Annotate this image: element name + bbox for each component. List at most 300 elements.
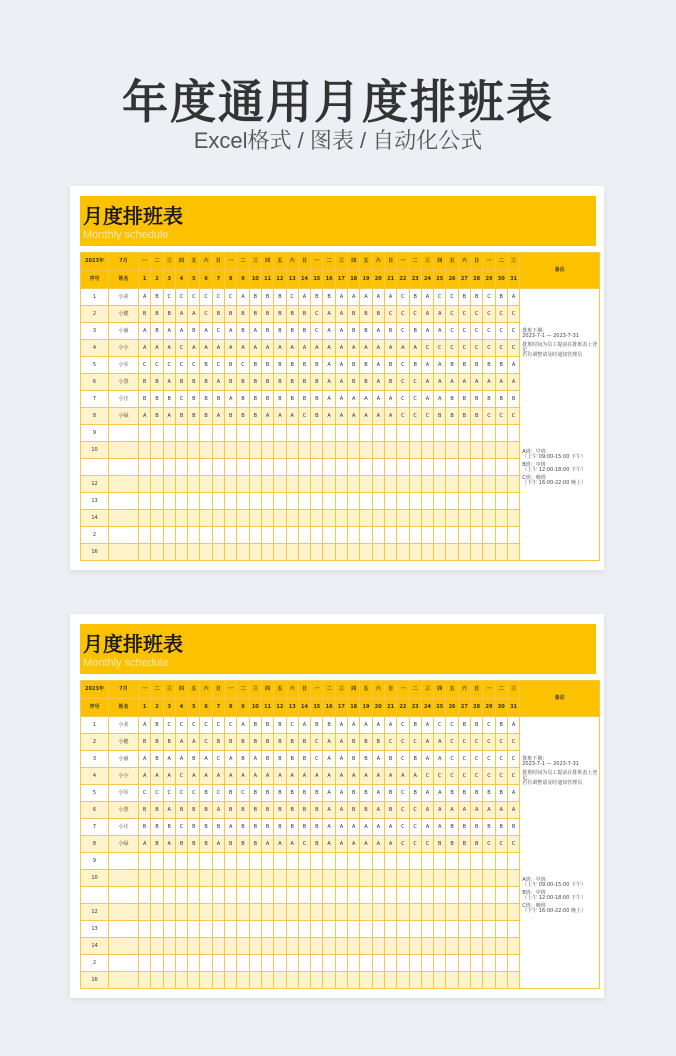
day-header: 24 <box>421 699 433 717</box>
shift-cell: C <box>188 717 200 734</box>
shift-cell <box>323 904 335 921</box>
shift-cell <box>446 921 458 938</box>
row-number: 3 <box>81 323 109 340</box>
shift-cell: B <box>372 306 384 323</box>
shift-cell: B <box>471 836 483 853</box>
row-number: 13 <box>81 921 109 938</box>
shift-cell: A <box>384 289 396 306</box>
shift-cell <box>458 853 470 870</box>
shift-cell <box>446 459 458 476</box>
shift-cell: A <box>139 323 151 340</box>
shift-cell: C <box>409 408 421 425</box>
shift-cell <box>495 853 507 870</box>
weekday-header: 三 <box>163 681 175 699</box>
weekday-header: 三 <box>507 681 519 699</box>
shift-cell <box>286 938 298 955</box>
weekday-header: 六 <box>458 681 470 699</box>
shift-cell <box>471 955 483 972</box>
shift-cell <box>139 938 151 955</box>
shift-cell: B <box>237 391 249 408</box>
shift-cell <box>261 544 273 561</box>
shift-cell <box>151 938 163 955</box>
shift-cell <box>163 544 175 561</box>
shift-cell <box>311 853 323 870</box>
shift-cell: B <box>261 819 273 836</box>
shift-cell: A <box>471 802 483 819</box>
shift-cell <box>139 544 151 561</box>
row-number: 7 <box>81 819 109 836</box>
shift-cell <box>151 459 163 476</box>
shift-cell <box>372 493 384 510</box>
shift-cell: B <box>458 785 470 802</box>
shift-cell <box>507 921 519 938</box>
shift-cell: C <box>471 340 483 357</box>
shift-cell <box>348 442 360 459</box>
shift-cell: C <box>212 717 224 734</box>
shift-cell <box>151 425 163 442</box>
day-header: 16 <box>323 699 335 717</box>
shift-cell: C <box>495 751 507 768</box>
shift-cell: A <box>421 819 433 836</box>
shift-cell <box>335 938 347 955</box>
shift-cell: C <box>298 408 310 425</box>
shift-cell: A <box>434 374 446 391</box>
shift-cell: B <box>274 289 286 306</box>
shift-cell: B <box>212 306 224 323</box>
shift-cell <box>495 904 507 921</box>
shift-cell: C <box>397 785 409 802</box>
weekday-header: 二 <box>237 253 249 271</box>
shift-cell: B <box>274 306 286 323</box>
weekday-header: 六 <box>458 253 470 271</box>
shift-cell: A <box>163 408 175 425</box>
shift-cell: A <box>323 306 335 323</box>
shift-cell <box>384 510 396 527</box>
shift-cell: A <box>421 374 433 391</box>
shift-cell: C <box>175 357 187 374</box>
shift-cell: B <box>286 819 298 836</box>
shift-cell <box>372 510 384 527</box>
shift-cell: C <box>507 323 519 340</box>
employee-name: 小健 <box>109 734 139 751</box>
shift-cell <box>348 904 360 921</box>
shift-cell <box>139 853 151 870</box>
shift-cell <box>274 955 286 972</box>
employee-name: 小黑 <box>109 374 139 391</box>
shift-cell <box>360 938 372 955</box>
shift-cell: B <box>139 819 151 836</box>
shift-cell <box>434 870 446 887</box>
shift-cell <box>188 476 200 493</box>
remarks-cell <box>520 289 600 561</box>
employee-name <box>109 853 139 870</box>
shift-cell <box>483 853 495 870</box>
shift-cell <box>261 887 273 904</box>
shift-cell: A <box>225 340 237 357</box>
shift-cell: A <box>212 768 224 785</box>
shift-cell: A <box>360 717 372 734</box>
shift-cell: C <box>507 306 519 323</box>
shift-cell <box>434 544 446 561</box>
shift-cell: A <box>298 717 310 734</box>
shift-cell: C <box>446 768 458 785</box>
weekday-header: 四 <box>434 681 446 699</box>
row-number: 2 <box>81 527 109 544</box>
shift-cell: B <box>163 391 175 408</box>
shift-cell: C <box>483 734 495 751</box>
shift-cell <box>360 527 372 544</box>
shift-cell <box>409 904 421 921</box>
shift-cell <box>434 527 446 544</box>
shift-cell <box>335 904 347 921</box>
shift-cell: A <box>163 340 175 357</box>
row-number <box>81 887 109 904</box>
shift-cell <box>471 510 483 527</box>
shift-cell: A <box>421 802 433 819</box>
shift-cell: A <box>421 785 433 802</box>
shift-cell: B <box>175 836 187 853</box>
shift-cell: C <box>311 323 323 340</box>
shift-cell: A <box>335 717 347 734</box>
shift-cell <box>446 887 458 904</box>
shift-cell: C <box>409 306 421 323</box>
shift-cell: C <box>397 717 409 734</box>
shift-cell: C <box>397 306 409 323</box>
shift-cell: A <box>360 391 372 408</box>
shift-cell <box>446 955 458 972</box>
shift-cell: B <box>311 289 323 306</box>
shift-cell <box>237 904 249 921</box>
shift-cell <box>298 476 310 493</box>
shift-cell <box>409 476 421 493</box>
shift-cell <box>139 425 151 442</box>
shift-cell <box>421 870 433 887</box>
day-header: 3 <box>163 699 175 717</box>
shift-cell <box>249 527 261 544</box>
shift-cell <box>274 476 286 493</box>
day-header: 5 <box>188 699 200 717</box>
shift-cell <box>348 544 360 561</box>
shift-cell <box>188 853 200 870</box>
shift-cell: A <box>188 734 200 751</box>
shift-cell <box>483 887 495 904</box>
shift-cell <box>286 442 298 459</box>
shift-cell <box>348 425 360 442</box>
shift-cell: C <box>409 374 421 391</box>
shift-cell: A <box>323 785 335 802</box>
shift-cell: B <box>175 374 187 391</box>
shift-cell <box>212 887 224 904</box>
shift-cell <box>274 544 286 561</box>
shift-cell: B <box>274 391 286 408</box>
shift-cell <box>188 904 200 921</box>
shift-cell <box>188 544 200 561</box>
shift-cell: B <box>458 717 470 734</box>
shift-cell <box>188 955 200 972</box>
shift-cell: C <box>483 751 495 768</box>
shift-cell: C <box>446 323 458 340</box>
shift-cell: A <box>323 340 335 357</box>
shift-cell: A <box>507 374 519 391</box>
shift-cell: A <box>434 802 446 819</box>
shift-cell: A <box>249 768 261 785</box>
shift-cell <box>212 476 224 493</box>
shift-cell <box>311 972 323 989</box>
day-header: 22 <box>397 271 409 289</box>
shift-cell: B <box>163 819 175 836</box>
shift-cell: B <box>249 802 261 819</box>
shift-cell <box>421 544 433 561</box>
shift-cell: B <box>139 306 151 323</box>
employee-name <box>109 870 139 887</box>
shift-cell <box>458 938 470 955</box>
shift-cell <box>360 459 372 476</box>
shift-cell <box>372 459 384 476</box>
shift-cell: C <box>286 717 298 734</box>
shift-cell <box>409 938 421 955</box>
shift-cell: B <box>139 802 151 819</box>
row-number: 13 <box>81 493 109 510</box>
shift-cell: B <box>446 408 458 425</box>
day-header: 16 <box>323 271 335 289</box>
shift-cell: A <box>212 802 224 819</box>
shift-cell <box>249 476 261 493</box>
shift-cell <box>335 544 347 561</box>
shift-cell: A <box>348 717 360 734</box>
shift-cell: B <box>249 408 261 425</box>
shift-cell <box>323 476 335 493</box>
shift-cell: A <box>360 819 372 836</box>
shift-cell <box>360 853 372 870</box>
shift-cell <box>483 972 495 989</box>
shift-cell <box>237 527 249 544</box>
shift-cell <box>311 544 323 561</box>
shift-cell: B <box>409 751 421 768</box>
remark-line: 若有调整请及时通知管理员 <box>522 352 583 358</box>
shift-cell: B <box>175 802 187 819</box>
shift-cell <box>360 972 372 989</box>
shift-cell <box>458 921 470 938</box>
shift-cell: B <box>151 734 163 751</box>
shift-cell: B <box>212 819 224 836</box>
day-header: 26 <box>446 271 458 289</box>
shift-cell <box>384 459 396 476</box>
shift-cell <box>200 972 212 989</box>
shift-cell: B <box>261 289 273 306</box>
shift-cell <box>409 527 421 544</box>
shift-cell: A <box>421 289 433 306</box>
shift-cell: B <box>249 374 261 391</box>
shift-cell <box>434 493 446 510</box>
shift-cell: C <box>471 734 483 751</box>
shift-cell <box>409 493 421 510</box>
shift-cell <box>360 476 372 493</box>
shift-cell: C <box>446 717 458 734</box>
shift-cell <box>471 442 483 459</box>
shift-cell: C <box>471 306 483 323</box>
shift-cell: A <box>188 306 200 323</box>
remark-line: 若有调整请及时通知管理员 <box>522 780 583 786</box>
shift-cell <box>507 904 519 921</box>
shift-cell <box>212 442 224 459</box>
shift-cell <box>483 527 495 544</box>
weekday-header: 六 <box>200 681 212 699</box>
day-header: 4 <box>175 271 187 289</box>
shift-cell <box>483 476 495 493</box>
shift-cell <box>225 425 237 442</box>
shift-cell: A <box>372 340 384 357</box>
shift-cell <box>495 527 507 544</box>
shift-cell <box>446 442 458 459</box>
shift-cell <box>348 938 360 955</box>
shift-cell: C <box>507 734 519 751</box>
shift-cell <box>360 887 372 904</box>
shift-cell: B <box>298 819 310 836</box>
day-header: 11 <box>261 699 273 717</box>
shift-cell: C <box>397 323 409 340</box>
shift-cell <box>323 425 335 442</box>
shift-cell: B <box>384 357 396 374</box>
shift-cell: B <box>471 289 483 306</box>
weekday-header: 五 <box>446 681 458 699</box>
shift-cell <box>200 442 212 459</box>
shift-cell <box>139 870 151 887</box>
remark-line: （下午 16:00-22:00 晚上） <box>522 908 587 914</box>
shift-cell: B <box>298 323 310 340</box>
weekday-header: 三 <box>335 253 347 271</box>
shift-cell: A <box>372 819 384 836</box>
shift-cell: C <box>397 357 409 374</box>
shift-cell: A <box>372 323 384 340</box>
weekday-header: 二 <box>323 681 335 699</box>
employee-name: 小小 <box>109 340 139 357</box>
shift-cell: B <box>200 819 212 836</box>
shift-cell: A <box>286 768 298 785</box>
shift-cell <box>507 887 519 904</box>
shift-cell: B <box>151 391 163 408</box>
shift-cell: B <box>471 717 483 734</box>
day-header: 23 <box>409 271 421 289</box>
shift-cell: B <box>298 374 310 391</box>
day-header: 25 <box>434 271 446 289</box>
shift-cell <box>200 955 212 972</box>
shift-cell: A <box>249 323 261 340</box>
employee-name <box>109 938 139 955</box>
shift-cell <box>175 904 187 921</box>
shift-cell: B <box>286 734 298 751</box>
shift-cell: A <box>372 357 384 374</box>
shift-cell <box>483 870 495 887</box>
shift-cell <box>372 853 384 870</box>
shift-cell: A <box>335 836 347 853</box>
day-header: 6 <box>200 271 212 289</box>
row-number <box>81 459 109 476</box>
shift-cell <box>139 476 151 493</box>
shift-cell: B <box>237 751 249 768</box>
shift-cell <box>409 459 421 476</box>
shift-cell: C <box>200 717 212 734</box>
shift-cell <box>335 459 347 476</box>
shift-cell: B <box>348 802 360 819</box>
shift-cell <box>286 870 298 887</box>
shift-cell: C <box>237 357 249 374</box>
shift-cell: B <box>458 819 470 836</box>
shift-cell: B <box>360 734 372 751</box>
shift-cell <box>483 425 495 442</box>
shift-cell <box>286 510 298 527</box>
shift-cell: B <box>151 374 163 391</box>
shift-cell: A <box>384 819 396 836</box>
weekday-header: 三 <box>421 681 433 699</box>
shift-cell: A <box>323 768 335 785</box>
shift-cell: A <box>139 751 151 768</box>
shift-cell: B <box>286 785 298 802</box>
shift-cell: B <box>471 785 483 802</box>
shift-cell: A <box>335 323 347 340</box>
shift-cell: B <box>446 819 458 836</box>
weekday-header: 日 <box>471 681 483 699</box>
shift-cell: A <box>471 374 483 391</box>
shift-cell: A <box>163 802 175 819</box>
shift-cell <box>261 459 273 476</box>
shift-cell <box>483 459 495 476</box>
shift-cell <box>237 955 249 972</box>
shift-cell <box>249 870 261 887</box>
shift-cell <box>495 955 507 972</box>
shift-cell: A <box>249 340 261 357</box>
shift-cell <box>384 476 396 493</box>
shift-cell: A <box>274 836 286 853</box>
day-header: 2 <box>151 271 163 289</box>
shift-cell: B <box>249 785 261 802</box>
shift-cell <box>237 425 249 442</box>
shift-cell <box>151 442 163 459</box>
shift-cell: A <box>360 836 372 853</box>
shift-cell <box>507 527 519 544</box>
day-header: 30 <box>495 271 507 289</box>
weekday-header: 三 <box>421 253 433 271</box>
employee-name <box>109 442 139 459</box>
remark-line: （上午 12:00-18:00 下午） <box>522 467 587 473</box>
shift-cell <box>421 887 433 904</box>
shift-cell: A <box>212 836 224 853</box>
shift-cell: C <box>409 802 421 819</box>
shift-cell <box>507 972 519 989</box>
shift-cell: B <box>225 734 237 751</box>
shift-cell: C <box>409 836 421 853</box>
shift-cell: A <box>335 340 347 357</box>
shift-cell: A <box>335 289 347 306</box>
shift-cell <box>163 510 175 527</box>
row-number: 12 <box>81 476 109 493</box>
shift-cell: C <box>458 323 470 340</box>
shift-cell <box>311 510 323 527</box>
shift-cell: C <box>139 785 151 802</box>
shift-cell <box>188 938 200 955</box>
shift-cell: C <box>163 357 175 374</box>
shift-cell: A <box>188 340 200 357</box>
shift-cell: A <box>335 819 347 836</box>
row-number: 1 <box>81 289 109 306</box>
weekday-header: 二 <box>409 681 421 699</box>
shift-cell <box>225 510 237 527</box>
shift-cell <box>421 904 433 921</box>
shift-cell <box>384 425 396 442</box>
shift-cell: B <box>348 357 360 374</box>
seq-header: 序号 <box>81 271 109 289</box>
shift-cell: A <box>163 768 175 785</box>
shift-cell <box>495 887 507 904</box>
